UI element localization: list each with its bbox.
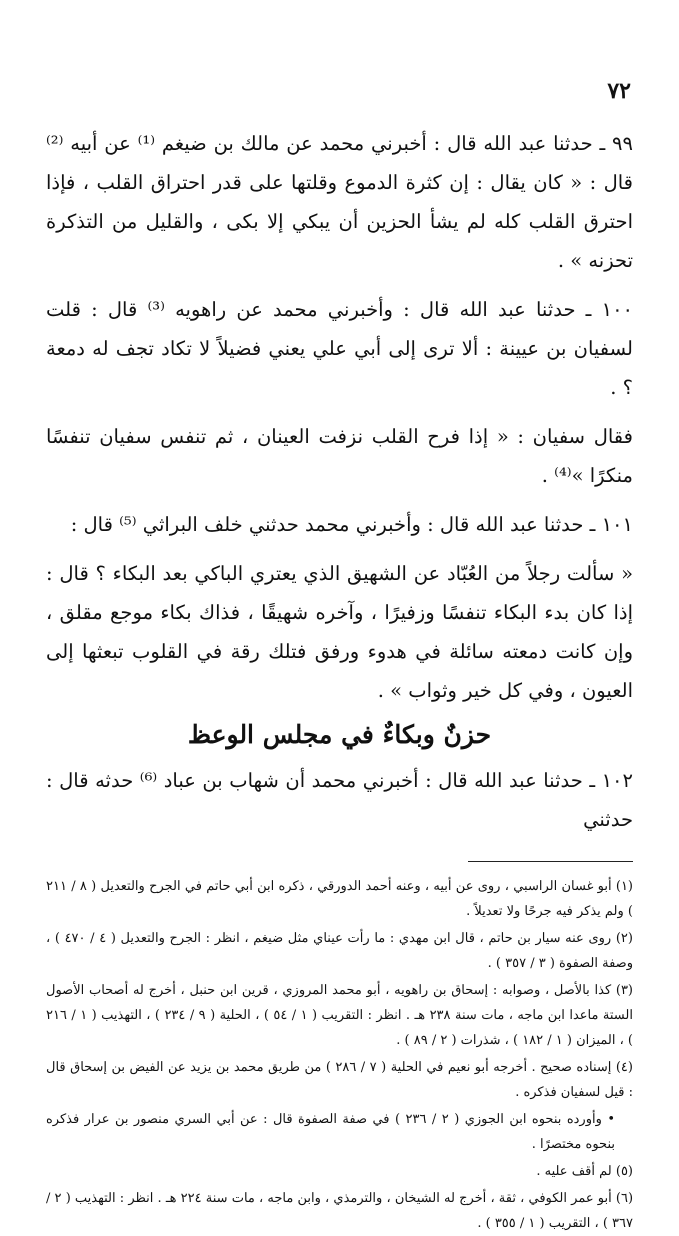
paragraph-100: ١٠٠ ـ حدثنا عبد الله قال : وأخبرني محمد عن راهويه ⁽³⁾ قال : قلت لسفيان بن عيينة : ألا ترى إلى أبي علي يعني فضيلاً لا تكاد تجف له دمعة ؟ . — [46, 298, 634, 399]
paragraph-99: ٩٩ ـ حدثنا عبد الله قال : أخبرني محمد عن مالك بن ضيغم ⁽¹⁾ عن أبيه ⁽²⁾ قال : « كان يقال : إن كثرة الدموع وقلتها على قدر احتراق القلب ، فإذا احترق القلب كله لم يشأ الحزين أن يبكي إلا بكى ، والقليل من التذكرة تحزنه » . — [46, 132, 633, 272]
paragraph-101-quote: « سألت رجلاً من العُبّاد عن الشهيق الذي يعتري الباكي بعد البكاء ؟ قال : إذا كان بدء البكاء تنفسًا وزفيرًا ، وآخره شهيقًا ، فذاك بكاء موجع مقلق ، وإن كانت دمعته سائلة في هدوء ورفق فتلك رقة في القلوب تبعثها إلى العيون ، وفي كل خير وثواب » . — [46, 562, 633, 702]
paragraph-102: ١٠٢ ـ حدثنا عبد الله قال : أخبرني محمد أن شهاب بن عباد ⁽⁶⁾ حدثه قال : حدثني — [46, 769, 633, 831]
footnote-divider — [468, 861, 633, 862]
footnote-2: (٢) روى عنه سيار بن حاتم ، قال ابن مهدي : ما رأت عيناي مثل ضيغم ، انظر : الجرح والتعديل ( ٤ / ٤٧٠ ) ، وصفة الصفوة ( ٣ / ٣٥٧ ) . — [46, 931, 633, 971]
footnote-4-addendum: • وأورده بنحوه ابن الجوزي ( ٢ / ٢٣٦ ) في صفة الصفوة قال : عن أبي السري منصور بن عرار فذكره بنحوه مختصرًا . — [46, 1112, 615, 1152]
footnote-5: (٥) لم أقف عليه . — [536, 1164, 633, 1179]
section-heading: حزنٌ وبكاءٌ في مجلس الوعظ — [187, 720, 492, 749]
page-number: ٧٢ — [607, 78, 631, 104]
main-text — [46, 124, 633, 839]
paragraph-sufyan-reply: فقال سفيان : « إذا فرح القلب نزفت العينان ، ثم تنفس سفيان تنفسًا منكرًا »⁽⁴⁾ . — [46, 425, 633, 487]
paragraph-101: ١٠١ ـ حدثنا عبد الله قال : وأخبرني محمد حدثني خلف البراثي ⁽⁵⁾ قال : — [70, 513, 633, 536]
footnote-6: (٦) أبو عمر الكوفي ، ثقة ، أخرج له الشيخان ، والترمذي ، وابن ماجه ، مات سنة ٢٢٤ هـ . انظر : التهذيب ( ٢ / ٣٦٧ ) ، التقريب ( ١ / ٣٥٥ ) . — [46, 1191, 634, 1231]
footnote-4: (٤) إسناده صحيح . أخرجه أبو نعيم في الحلية ( ٧ / ٢٨٦ ) من طريق محمد بن يزيد عن الفيض بن إسحاق قال : قيل لسفيان فذكره . — [46, 1060, 633, 1100]
footnotes — [46, 874, 633, 1236]
footnote-1: (١) أبو غسان الراسبي ، روى عن أبيه ، وعنه أحمد الدورقي ، ذكره ابن أبي حاتم في الجرح والتعديل ( ٨ / ٢١١ ) ولم يذكر فيه جرحًا ولا تعديلاً . — [46, 879, 633, 919]
footnote-3: (٣) كذا بالأصل ، وصوابه : إسحاق بن راهويه ، أبو محمد المروزي ، قرين ابن حنبل ، أخرج له أصحاب الأصول الستة ماعدا ابن ماجه ، مات سنة ٢٣٨ هـ . انظر : التقريب ( ١ / ٥٤ ) ، الحلية ( ٩ / ٢٣٤ ) ، التهذيب ( ١ / ٢١٦ ) ، الميزان ( ١ / ١٨٢ ) ، شذرات ( ٢ / ٨٩ ) . — [46, 983, 633, 1048]
